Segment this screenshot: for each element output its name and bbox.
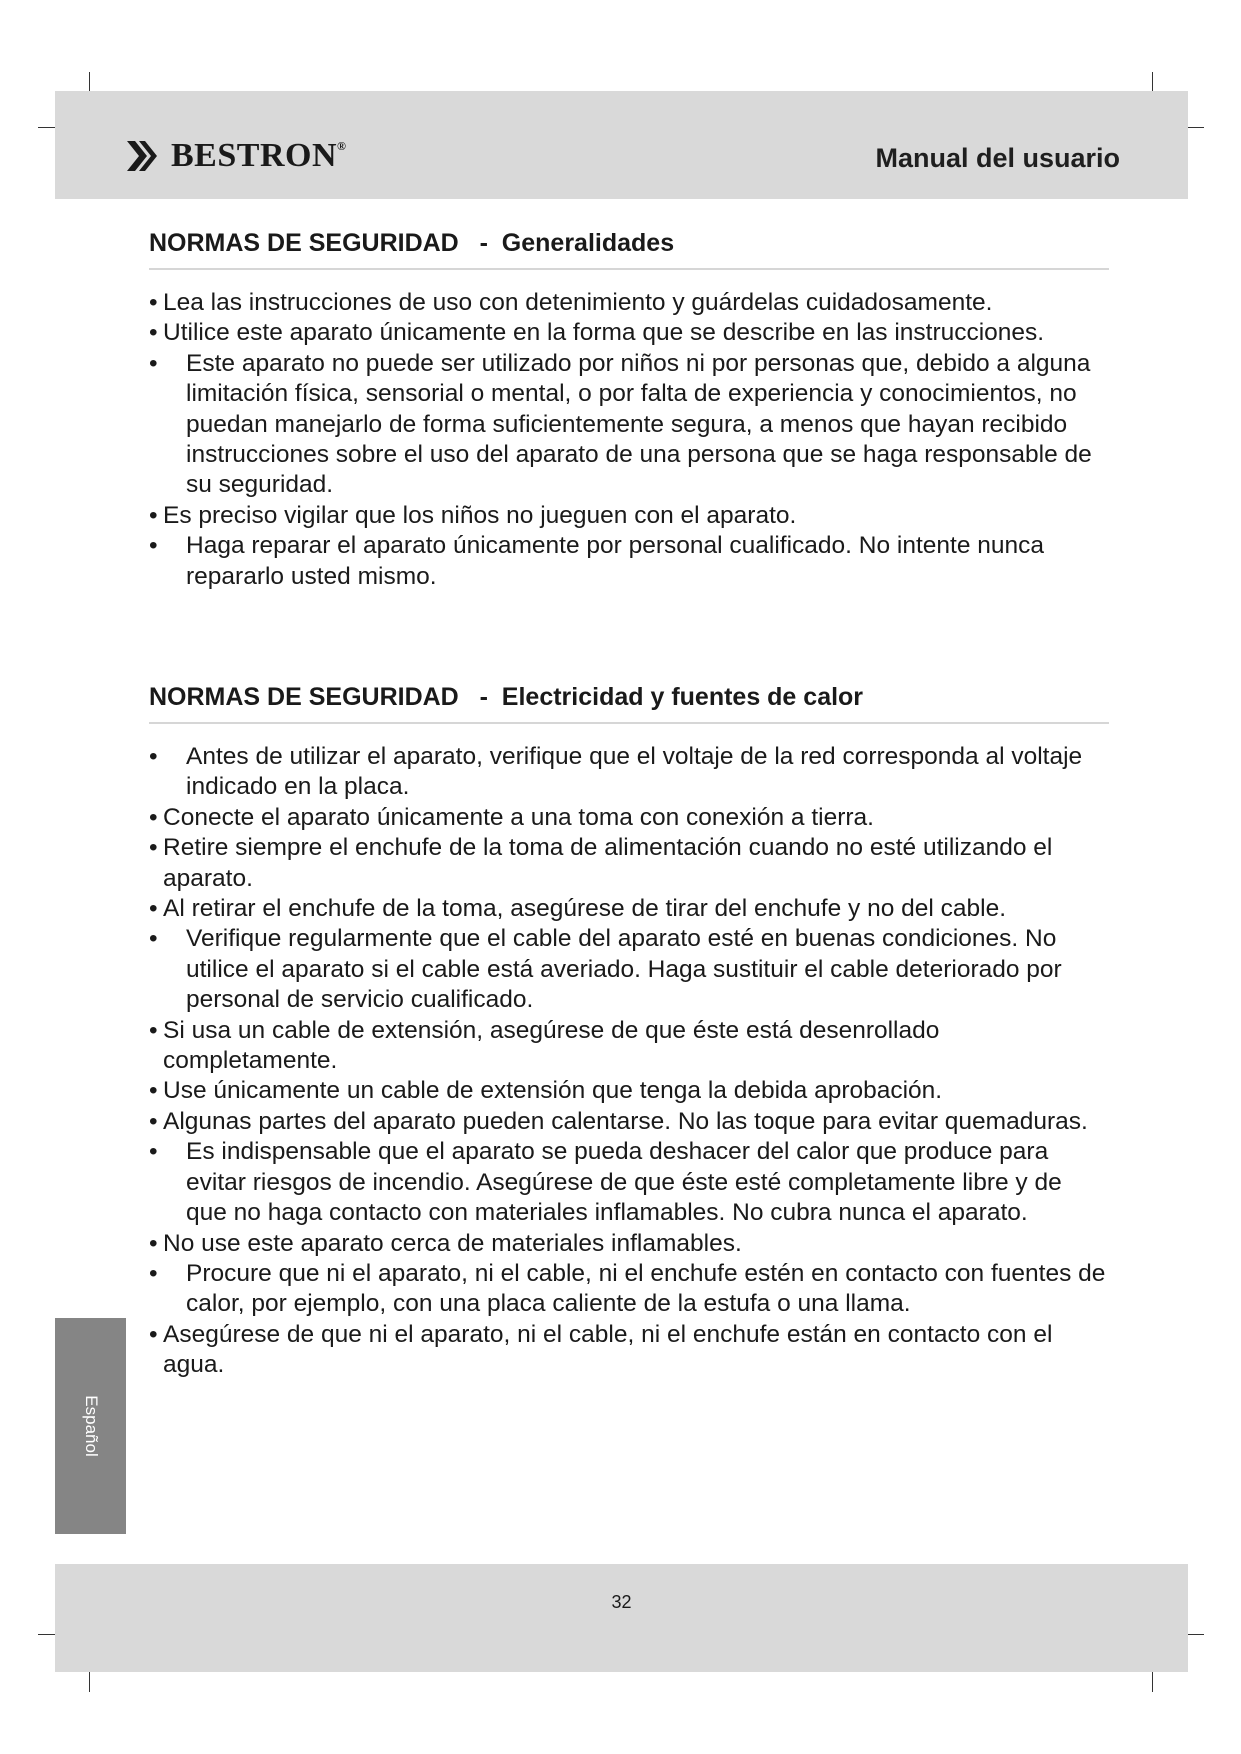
chevrons-icon bbox=[125, 139, 165, 173]
list-item: • Es preciso vigilar que los niños no jueguen con el aparato. bbox=[149, 501, 1109, 531]
list-item: • Lea las instrucciones de uso con detenimiento y guárdelas cuidadosamente. bbox=[149, 288, 1109, 318]
list-item: • Algunas partes del aparato pueden calentarse. No las toque para evitar quemaduras. bbox=[149, 1107, 1109, 1137]
list-item: • Al retirar el enchufe de la toma, asegúrese de tirar del enchufe y no del cable. bbox=[149, 894, 1109, 924]
list-item: • Si usa un cable de extensión, asegúrese de que éste está desenrollado completamente. bbox=[149, 1016, 1109, 1077]
list-item: • Haga reparar el aparato únicamente por personal cualificado. No intente nunca repararlo usted mismo. bbox=[149, 531, 1109, 592]
list-item: • Verifique regularmente que el cable del aparato esté en buenas condiciones. No utilice el aparato si el cable está averiado. Haga sustituir el cable deteriorado por personal de servicio cualificado. bbox=[149, 924, 1109, 1015]
list-item: • Conecte el aparato únicamente a una toma con conexión a tierra. bbox=[149, 803, 1109, 833]
manual-title: Manual del usuario bbox=[875, 143, 1120, 173]
list-item: • Use únicamente un cable de extensión que tenga la debida aprobación. bbox=[149, 1076, 1109, 1106]
footer-bar bbox=[55, 1564, 1188, 1672]
list-item: • Utilice este aparato únicamente en la forma que se describe en las instrucciones. bbox=[149, 318, 1109, 348]
bullet-list-electricity bbox=[149, 742, 1109, 1381]
page-number: 32 bbox=[611, 1592, 632, 1612]
list-item: • Antes de utilizar el aparato, verifique que el voltaje de la red corresponda al voltaje indicado en la placa. bbox=[149, 742, 1109, 803]
language-side-tab bbox=[55, 1318, 126, 1534]
list-item: • Procure que ni el aparato, ni el cable, ni el enchufe estén en contacto con fuentes de calor, por ejemplo, con una placa caliente de la estufa o una llama. bbox=[149, 1259, 1109, 1320]
section-heading-electricity: NORMAS DE SEGURIDAD - Electricidad y fuentes de calor bbox=[149, 683, 1109, 724]
list-item: • No use este aparato cerca de materiales inflamables. bbox=[149, 1229, 1109, 1259]
brand-logo bbox=[125, 136, 346, 176]
brand-name: BESTRON® bbox=[171, 137, 347, 174]
section-heading-general: NORMAS DE SEGURIDAD - Generalidades bbox=[149, 229, 1109, 270]
list-item: • Es indispensable que el aparato se pueda deshacer del calor que produce para evitar riesgos de incendio. Asegúrese de que éste esté completamente libre y de que no haga contacto con materiales inflamables. No cubra nunca el aparato. bbox=[149, 1137, 1109, 1228]
bullet-list-general bbox=[149, 288, 1109, 592]
list-item: • Este aparato no puede ser utilizado por niños ni por personas que, debido a alguna limitación física, sensorial o mental, o por falta de experiencia y conocimientos, no puedan manejarlo de forma suficientemente segura, a menos que hayan recibido instrucciones sobre el uso del aparato de una persona que se haga responsable de su seguridad. bbox=[149, 349, 1109, 501]
header-bar bbox=[55, 91, 1188, 199]
list-item: • Asegúrese de que ni el aparato, ni el cable, ni el enchufe están en contacto con el agua. bbox=[149, 1320, 1109, 1381]
list-item: • Retire siempre el enchufe de la toma de alimentación cuando no esté utilizando el aparato. bbox=[149, 833, 1109, 894]
language-label: Español bbox=[81, 1395, 101, 1457]
